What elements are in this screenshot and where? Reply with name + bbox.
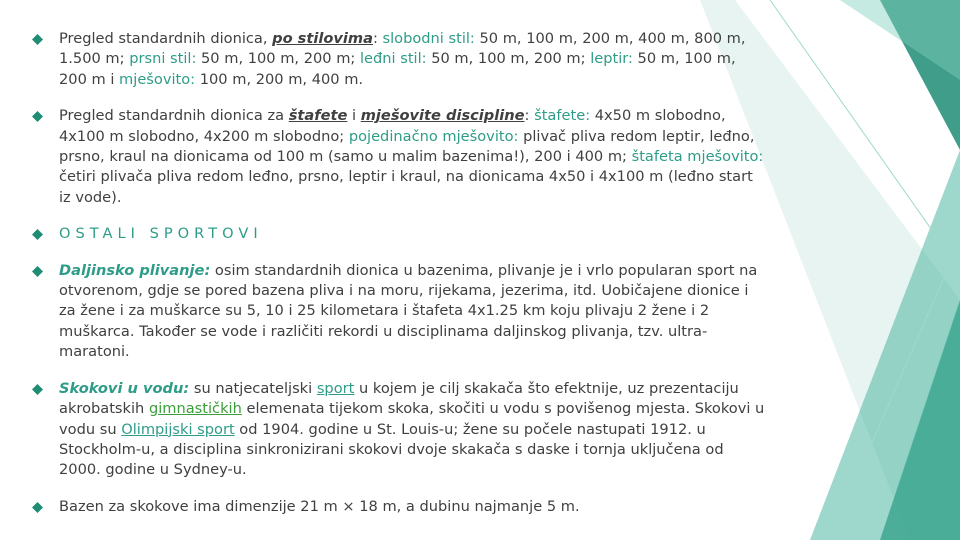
text-segment: Bazen za skokove ima dimenzije 21 m × 18 m, a dubinu najmanje 5 m. — [59, 497, 580, 515]
text-segment: Daljinsko plivanje: — [59, 261, 211, 279]
text-segment: 4x50 m slobodno, 4x100 m slobodno, 4x200 m slobodno; — [59, 107, 726, 145]
list-item — [30, 379, 765, 481]
text-segment: pojedinačno mješovito: — [348, 127, 519, 145]
list-item — [30, 261, 765, 363]
text-segment: elemenata tijekom skoka, skočiti u vodu s povišenog mjesta. Skokovi u vodu su — [59, 400, 765, 438]
text-segment: mješovito: — [119, 70, 196, 88]
text-segment: 50 m, 100 m, 200 m, 400 m, 800 m, 1.500 m; — [59, 30, 746, 68]
inline-link[interactable]: gimnastičkih — [148, 400, 242, 418]
text-segment: Pregled standardnih dionica za — [59, 107, 289, 125]
list-item — [30, 29, 765, 90]
text-segment: štafeta mješovito: — [631, 148, 764, 166]
text-segment: OSTALI SPORTOVI — [59, 225, 263, 243]
slide-content — [30, 29, 765, 533]
text-segment: osim standardnih dionica u bazenima, plivanje je i vrlo popularan sport na otvorenom, gdje se pored bazena pliva i na moru, rijekama, jezerima, itd. Uobičajene dionice i za žene i za muškarce su 5, 10 i 25 kilometara i štafeta 4x1.25 km koju plivaju 2 žene i 2 muškarca. Također se vode i različiti rekordi u disciplinama daljinskog plivanja, tzv. ultra-maratoni. — [59, 261, 758, 361]
text-segment: mješovite discipline — [360, 107, 525, 125]
text-segment: štafete — [288, 107, 348, 125]
diamond-bullet-icon — [32, 111, 43, 122]
text-segment: 100 m, 200 m, 400 m. — [195, 70, 364, 88]
text-segment: i — [347, 107, 361, 125]
diamond-bullet-icon — [32, 34, 43, 45]
text-segment: su natjecateljski — [189, 379, 317, 397]
text-segment: : — [524, 107, 535, 125]
diamond-bullet-icon — [32, 266, 43, 277]
list-item — [30, 224, 765, 244]
text-segment: prsni stil: — [129, 50, 197, 68]
text-segment: Skokovi u vodu: — [59, 379, 190, 397]
bullet-list — [30, 29, 765, 517]
diamond-bullet-icon — [32, 229, 43, 240]
text-segment: po stilovima — [272, 30, 373, 47]
inline-link[interactable]: Olimpijski sport — [121, 420, 235, 438]
text-segment: u kojem je cilj skakača što efektnije, uz prezentaciju akrobatskih — [59, 379, 739, 418]
text-segment: plivač pliva redom leptir, leđno, prsno, kraul na dionicama od 100 m (samo u malim bazenima!), 200 i 400 m; — [59, 127, 755, 166]
text-segment: leptir: — [590, 50, 633, 68]
text-segment: : — [372, 30, 383, 47]
text-segment: leđni stil: — [359, 50, 427, 68]
text-segment: 50 m, 100 m, 200 m; — [196, 50, 360, 68]
inline-link[interactable]: sport — [316, 379, 355, 397]
text-segment: 50 m, 100 m, 200 m; — [426, 50, 591, 68]
list-item — [30, 106, 765, 208]
diamond-bullet-icon — [32, 502, 43, 513]
deco-triangle-light — [840, 0, 960, 80]
text-segment: Pregled standardnih dionica, — [59, 30, 273, 47]
text-segment: slobodni stil: — [382, 30, 475, 47]
diamond-bullet-icon — [32, 384, 43, 395]
text-segment: četiri plivača pliva redom leđno, prsno, leptir i kraul, na dionicama 4x50 i 4x100 m (leđno start iz vode). — [59, 168, 753, 206]
text-segment: od 1904. godine u St. Louis-u; žene su počele nastupati 1912. u Stockholm-u, a disciplina sinkronizirani skokovi dvoje skakača s daske i tornja uključena od 2000. godine u Sydney-u. — [59, 420, 724, 479]
text-segment: 50 m, 100 m, 200 m i — [59, 50, 736, 88]
list-item — [30, 497, 765, 517]
text-segment: štafete: — [534, 107, 591, 125]
